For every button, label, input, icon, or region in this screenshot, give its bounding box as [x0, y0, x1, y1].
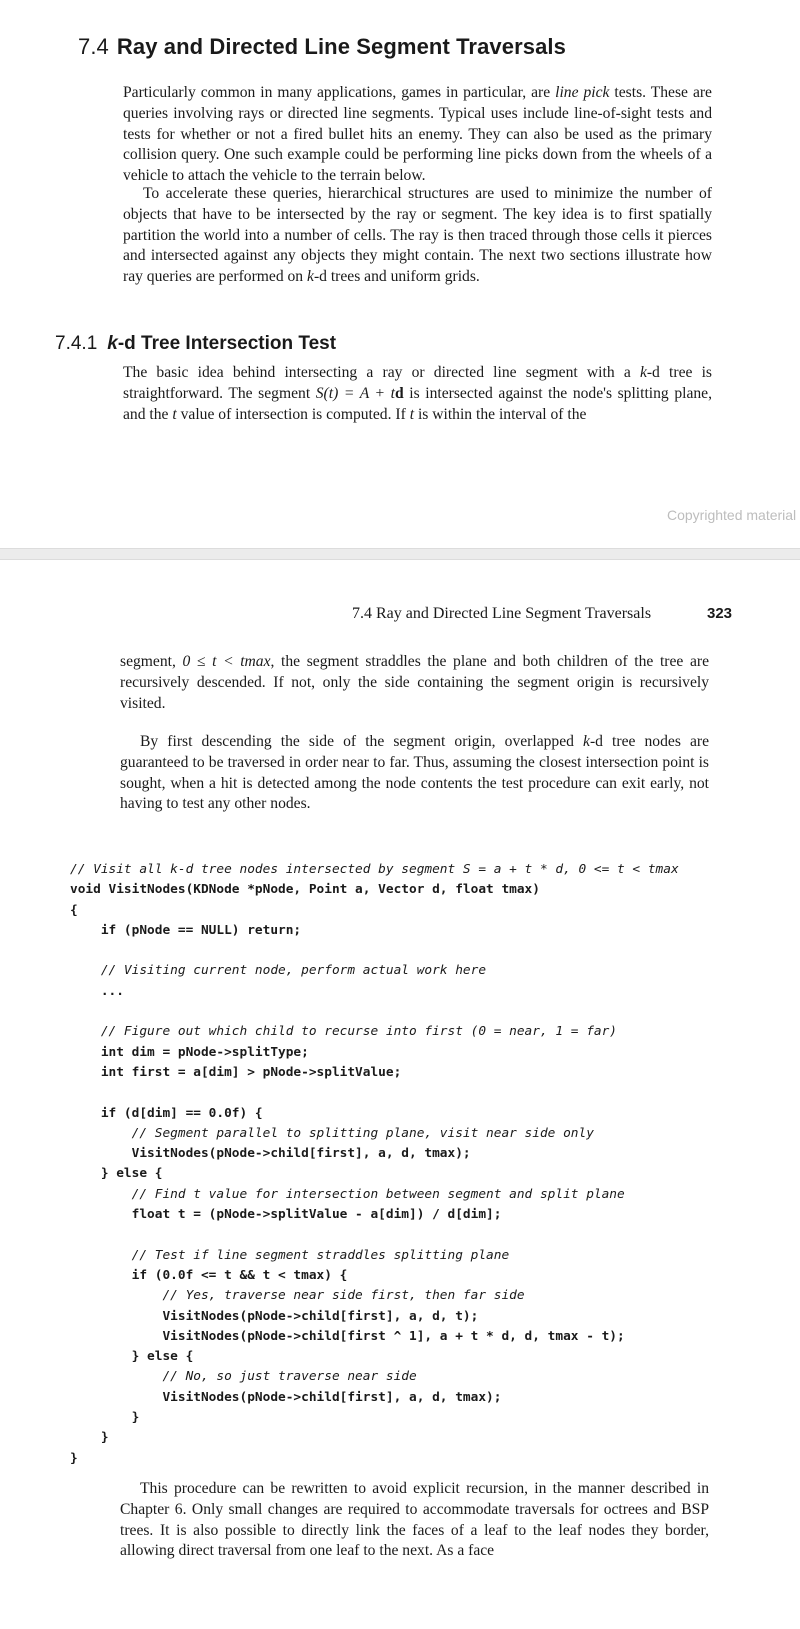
kd-text-a: The basic idea behind intersecting a ray or directed line segment with a	[123, 364, 640, 381]
code-line: VisitNodes(pNode->child[first ^ 1], a + t * d, d, tmax - t);	[70, 1328, 625, 1344]
code-line: int dim = pNode->splitType;	[70, 1044, 309, 1060]
code-comment-line: // Figure out which child to recurse into first (0 = near, 1 = far)	[70, 1024, 618, 1040]
page-top	[0, 0, 800, 548]
kd-text-d: value of intersection is computed. If	[176, 405, 410, 423]
code-line	[70, 1002, 679, 1022]
cont-p1-text-b: , the segment straddles the plane and both children of the tree are recursively descended. If not, only the side containing the segment origin is recursively visited.	[120, 653, 709, 712]
code-comment-line: // Find t value for intersection between segment and split plane	[70, 1186, 625, 1202]
code-line: VisitNodes(pNode->child[first], a, d, tmax);	[70, 1389, 502, 1405]
kd-text-e: is within the interval of the	[414, 405, 587, 423]
kd-expression: S(t) = A + t	[315, 384, 395, 402]
subsection-title-rest: -d Tree Intersection Test	[117, 333, 337, 354]
code-line: }	[70, 1450, 78, 1466]
code-comment-line: // Visiting current node, perform actual work here	[70, 963, 487, 979]
code-comment-line: // Test if line segment straddles splitting plane	[70, 1247, 510, 1263]
code-line	[70, 1083, 679, 1103]
kd-vector-d: d	[395, 384, 404, 402]
kd-text-c: is intersected against the node's splitting plane, and the	[123, 384, 712, 423]
cont-p2-text-a: By first descending the side of the segment origin, overlapped	[140, 733, 584, 750]
running-head	[352, 605, 733, 623]
code-line: if (pNode == NULL) return;	[70, 922, 302, 938]
cont-p1-expression: 0 ≤ t < tmax	[182, 653, 271, 670]
intro-p2-text-b: -d trees and uniform grids.	[313, 268, 480, 286]
section-heading	[78, 34, 566, 60]
code-line: float t = (pNode->splitValue - a[dim]) / d[dim];	[70, 1207, 502, 1223]
code-line: if (0.0f <= t && t < tmax) {	[70, 1267, 348, 1283]
code-line: ...	[70, 983, 124, 999]
subsection-heading	[55, 333, 336, 355]
section-number: 7.4	[78, 34, 109, 59]
intro-p1-text-a: Particularly common in many applications, games in particular, are	[123, 84, 556, 101]
code-line: {	[70, 902, 78, 918]
code-line	[70, 1225, 679, 1245]
code-line: int first = a[dim] > pNode->splitValue;	[70, 1064, 402, 1080]
copyright-watermark: Copyrighted material	[667, 507, 797, 523]
code-listing	[70, 860, 679, 1469]
code-line	[70, 941, 679, 961]
subsection-number: 7.4.1	[55, 333, 98, 354]
section-title: Ray and Directed Line Segment Traversals	[116, 34, 566, 59]
continued-paragraph-1	[120, 652, 709, 714]
cont-p2-text-b: -d tree nodes are guaranteed to be traversed in order near to far. Thus, assuming the closest intersection point is sought, when a hit is detected among the node contents the test procedure can exit early, not having to test any other nodes.	[120, 733, 710, 813]
code-line: VisitNodes(pNode->child[first], a, d, t);	[70, 1308, 479, 1324]
intro-paragraph-2	[123, 184, 712, 288]
running-head-title: 7.4 Ray and Directed Line Segment Traversals	[352, 605, 652, 622]
code-comment-line: // Yes, traverse near side first, then far side	[70, 1288, 525, 1304]
kd-text-b: -d tree is straightforward. The segment	[123, 364, 712, 402]
subsection-title-k: k	[107, 333, 118, 354]
page-gutter	[0, 548, 800, 560]
intro-p2-text-a: To accelerate these queries, hierarchical structures are used to minimize the number of objects that have to be intersected by the ray or segment. The key idea is to first spatially partition the world into a number of cells. The ray is then traced through those cells it pierces and intersected against any objects they might contain. The next two sections illustrate how ray queries are performed on	[123, 185, 712, 286]
kd-paragraph	[123, 363, 712, 425]
kd-t1: t	[172, 405, 177, 423]
code-comment-line: // No, so just traverse near side	[70, 1369, 417, 1385]
code-line: }	[70, 1410, 140, 1426]
code-line: } else {	[70, 1166, 163, 1182]
code-line: if (d[dim] == 0.0f) {	[70, 1105, 263, 1121]
cont-p1-text-a: segment,	[120, 653, 183, 670]
intro-p2-emphasis: k	[307, 268, 314, 286]
code-line: void VisitNodes(KDNode *pNode, Point a, Vector d, float tmax)	[70, 882, 540, 898]
intro-paragraph-1	[123, 83, 712, 187]
code-comment-line: // Visit all k-d tree nodes intersected by segment S = a + t * d, 0 <= t < tmax	[70, 862, 679, 877]
cont-p2-emphasis: k	[583, 733, 590, 750]
kd-t2: t	[409, 405, 415, 423]
kd-k: k	[639, 364, 647, 381]
continued-paragraph-2	[120, 732, 709, 815]
closing-paragraph: This procedure can be rewritten to avoid explicit recursion, in the manner described in Chapter 6. Only small changes are required to accommodate traversals for octrees and BSP trees. It is also possible to directly link the faces of a leaf to the leaf nodes they border, allowing direct traversal from one leaf to the next. As a face	[120, 1480, 709, 1560]
code-comment-line: // Segment parallel to splitting plane, visit near side only	[70, 1125, 594, 1141]
code-line: }	[70, 1430, 109, 1446]
intro-p1-text-b: tests. These are queries involving rays or directed line segments. Typical uses include line-of-sight tests and tests for whether or not a fired bullet hits an enemy. They can also be used as the primary collision query. One such example could be performing line picks down from the wheels of a vehicle to attach the vehicle to the terrain below.	[123, 84, 712, 185]
page-number: 323	[707, 605, 733, 622]
code-line: } else {	[70, 1349, 194, 1365]
code-line: VisitNodes(pNode->child[first], a, d, tmax);	[70, 1146, 471, 1162]
intro-p1-emphasis: line pick	[555, 84, 610, 101]
